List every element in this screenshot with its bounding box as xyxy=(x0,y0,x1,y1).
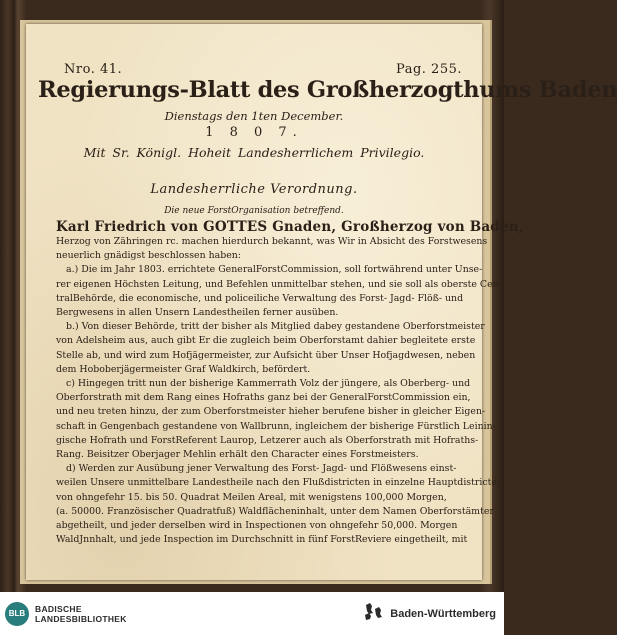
body-line: Herzog von Zähringen rc. machen hierdurch bekannt, was Wir in Absicht des Forstwesens xyxy=(56,236,488,247)
body-line: (a. 50000. Französischer Quadratfuß) Waldflächeninhalt, unter dem Namen Oberforstämter xyxy=(56,505,494,517)
lead-line: Karl Friedrich von GOTTES Gnaden, Großherzog von Baden, xyxy=(56,219,524,235)
page-number: Pag. 255. xyxy=(396,62,462,77)
body-line: abgetheilt, und jeder derselben wird in Inspectionen von ohngefehr 50,000. Morgen xyxy=(56,520,458,532)
body-line: von ohngefehr 15. bis 50. Quadrat Meilen Areal, mit wenigstens 100,000 Morgen, xyxy=(56,491,447,503)
body-line: b.) Von dieser Behörde, tritt der bisher als Mitglied dabey gestandene Oberforstmeister xyxy=(66,321,485,333)
body-line: dem Hoboberjägermeister Graf Waldkirch, befördert. xyxy=(56,363,311,375)
body-line: Rang. Beisitzer Oberjager Mehlin erhält den Character eines Forstmeisters. xyxy=(56,449,419,461)
body-line: a.) Die im Jahr 1803. errichtete GeneralForstCommission, soll fortwährend unter Unse- xyxy=(66,264,483,276)
page-title: Regierungs-Blatt des Großherzogthums Baden xyxy=(38,77,617,103)
page-header xyxy=(64,62,462,77)
body-line: schaft in Gengenbach gestandene von Wallbrunn, ingleichem der bisherige Fürstlich Leinin- xyxy=(56,420,496,432)
body-line: tralBehörde, die economische, und policeiliche Verwaltung des Forst- Jagd- Flöß- und xyxy=(56,292,464,304)
body-line: d) Werden zur Ausübung jener Verwaltung des Forst- Jagd- und Flößwesens einst- xyxy=(66,463,457,475)
body-text xyxy=(56,219,524,547)
baden-wuerttemberg-lions-icon xyxy=(363,601,385,626)
privilege-line: Mit Sr. Königl. Hoheit Landesherrlichem Privilegio. xyxy=(83,145,425,160)
issue-date: Dienstags den 1ten December. xyxy=(164,109,344,123)
body-line: Oberforstrath mit dem Rang eines Hofraths ganz bei der GeneralForstCommission ein, xyxy=(56,392,471,404)
body-line: neuerlich gnädigst beschlossen haben: xyxy=(56,250,241,262)
library-name xyxy=(35,604,127,624)
body-line: WaldJnnhalt, und jede Inspection im Durchschnitt in fünf ForstReviere eingetheilt, mit xyxy=(56,534,468,546)
body-line: von Adelsheim aus, auch gibt Er die zugleich beim Oberforstamt dahier begleitete erste xyxy=(56,335,476,347)
section-subject: Die neue ForstOrganisation betreffend. xyxy=(164,206,344,216)
body-line: gische Hofrath und ForstReferent Laurop, Letzerer auch als Oberforstrath mit Hofraths- xyxy=(56,434,479,446)
issue-year: 1 8 0 7. xyxy=(205,125,303,140)
library-name-line-1: BADISCHE xyxy=(35,603,82,614)
body-line: c) Hingegen tritt nun der bisherige Kammerrath Volz der jüngere, als Oberberg- und xyxy=(66,378,471,390)
body-lines xyxy=(56,235,502,547)
document-page xyxy=(26,24,617,580)
body-line: rer eigenen Höchsten Leitung, und Befehlen unmittelbar stehen, und sie soll als oberste Cen- xyxy=(56,278,502,290)
body-line: Bergwesens in allen Unsern Landestheilen ferner ausüben. xyxy=(56,307,339,319)
viewer-footer xyxy=(0,592,504,635)
body-line: weilen Unsere unmittelbare Landestheile nach den Flußdistricten in einzelne Hauptdistricte, xyxy=(56,477,500,489)
body-line: und neu treten hinzu, der zum Oberforstmeister hieher berufene bisher in gleicher Eigen- xyxy=(56,406,486,418)
blb-logo-icon: BLB xyxy=(5,602,29,626)
state-name: Baden-Württemberg xyxy=(390,607,496,620)
library-branding[interactable] xyxy=(5,602,127,626)
body-line: Stelle ab, und wird zum Hofjägermeister, zur Aufsicht über Unser Hofjagdwesen, neben xyxy=(56,349,476,361)
state-branding[interactable] xyxy=(363,601,496,626)
issue-number: Nro. 41. xyxy=(64,62,123,77)
library-name-line-2: LANDESBIBLIOTHEK xyxy=(35,613,127,624)
section-heading: Landesherrliche Verordnung. xyxy=(150,182,358,197)
